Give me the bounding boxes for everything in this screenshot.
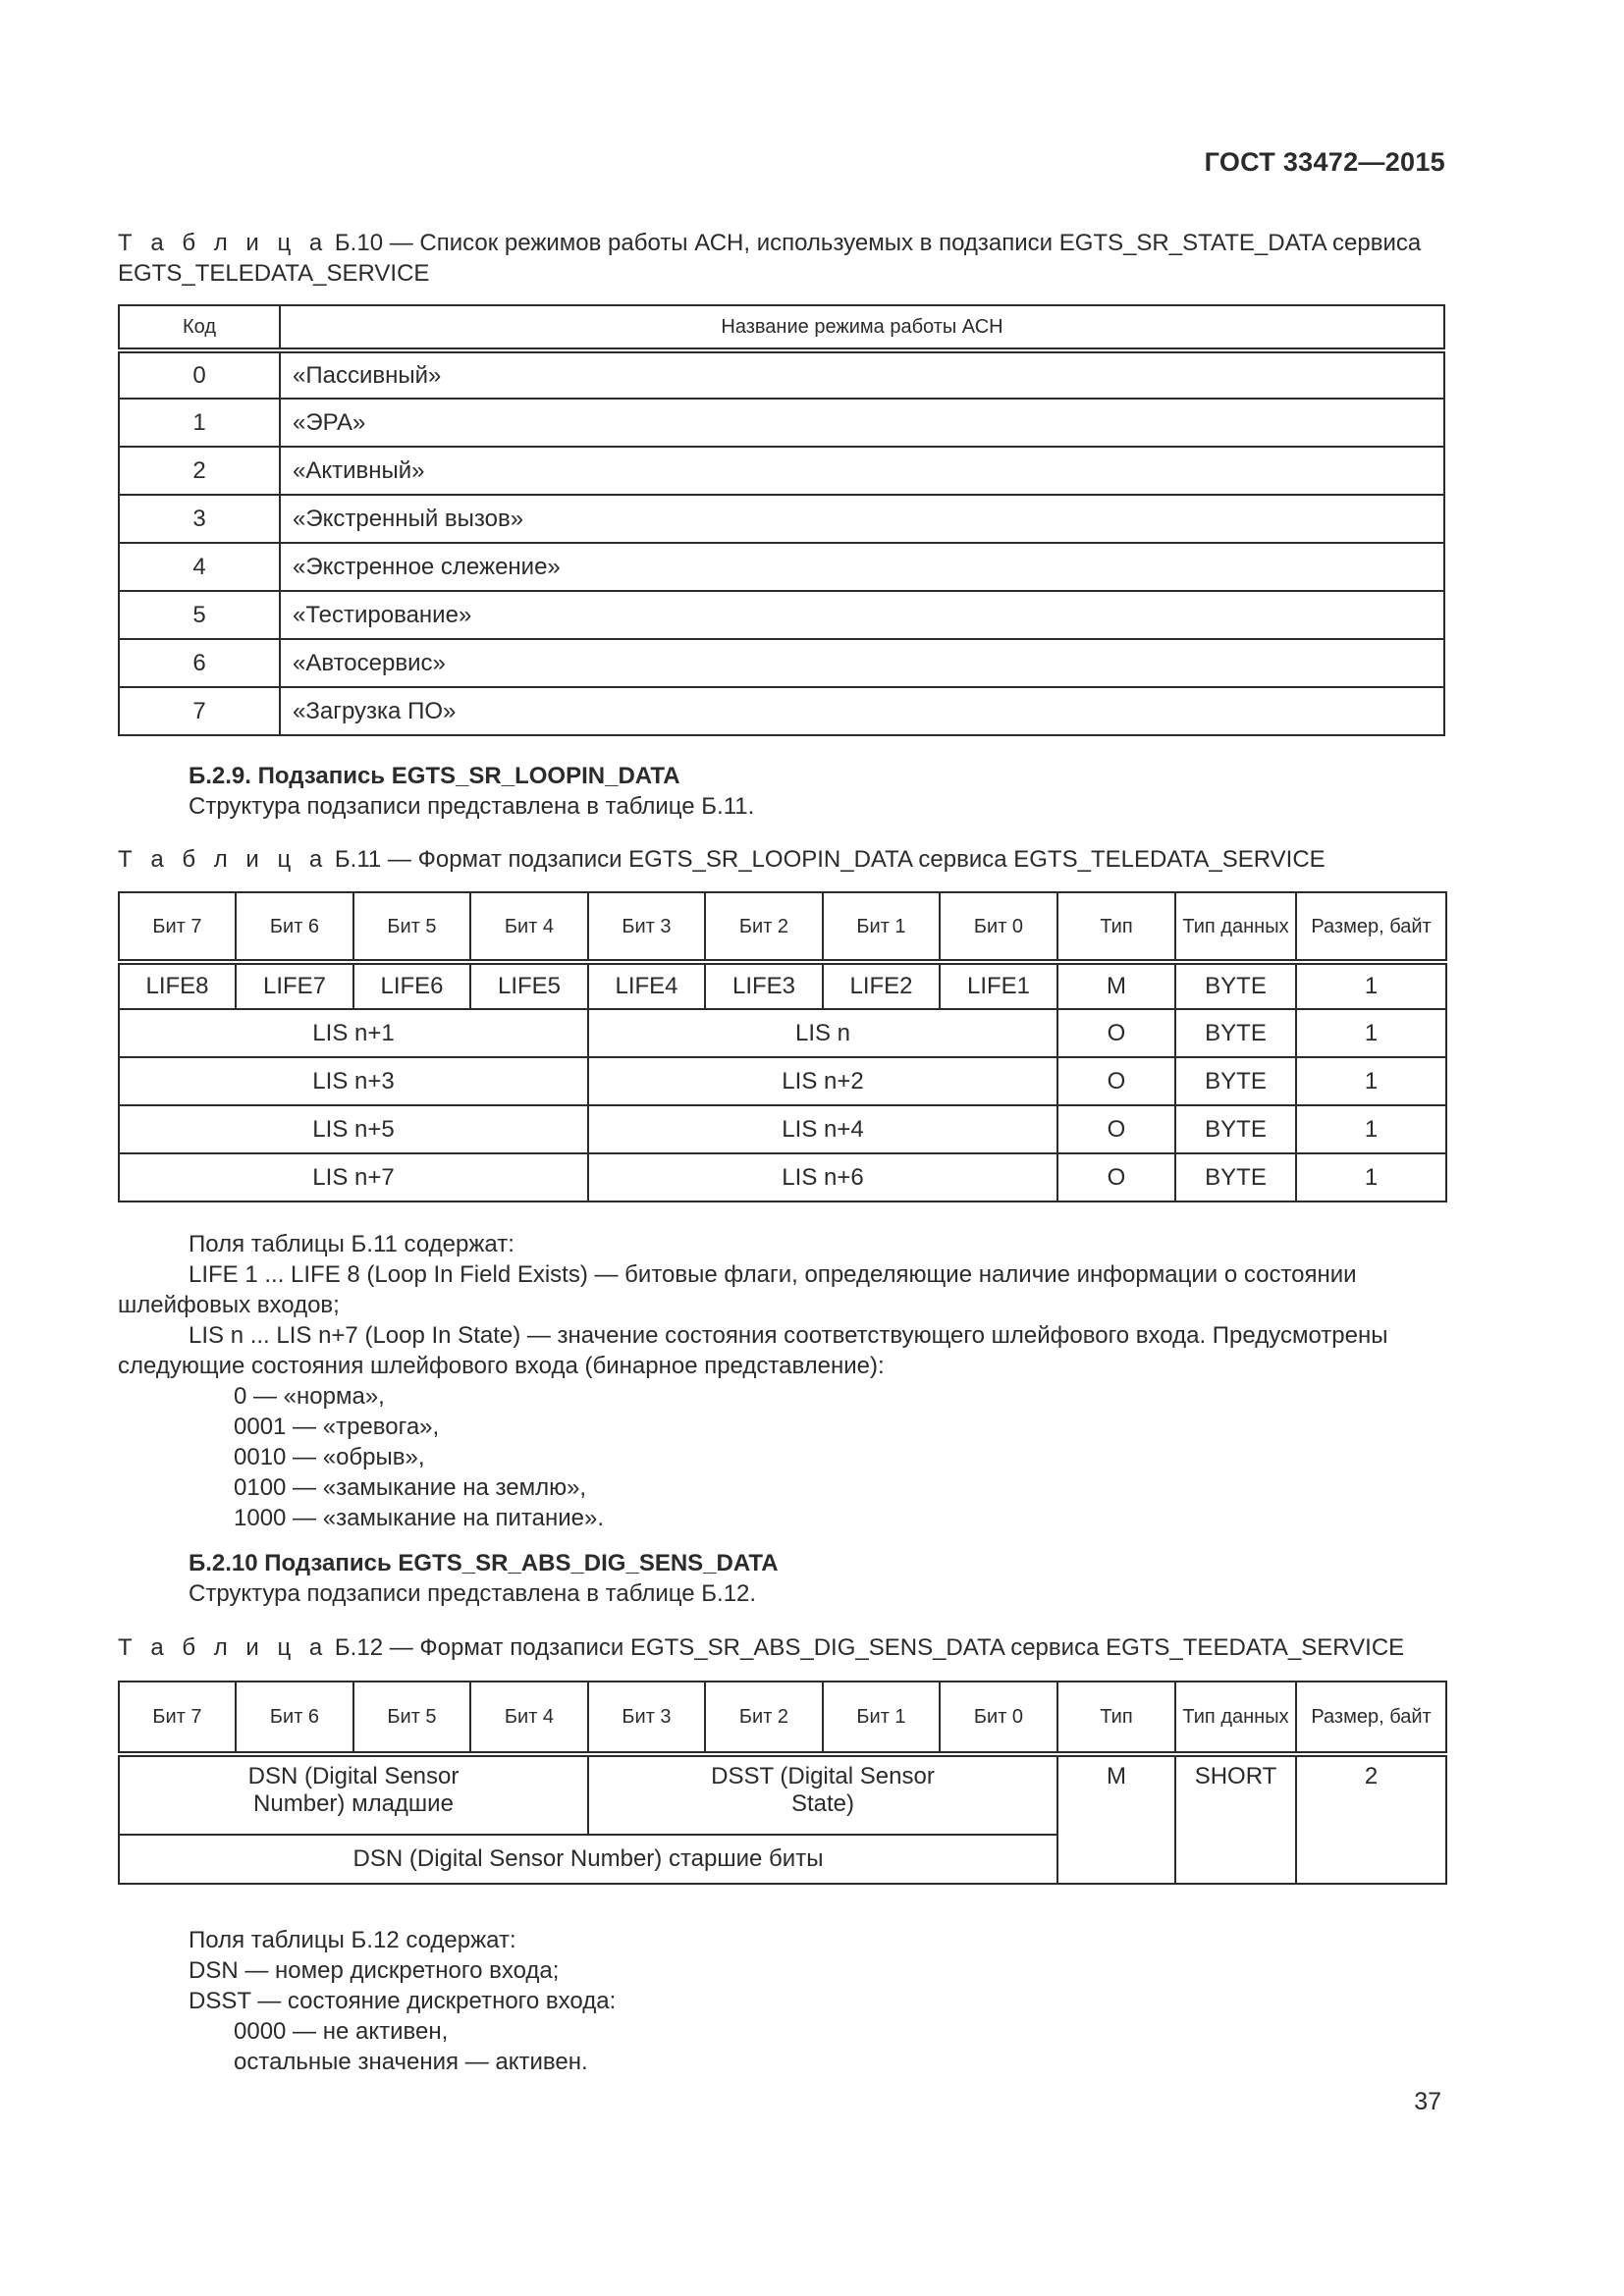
header-bit5: Бит 5: [353, 892, 470, 962]
cell: O: [1057, 1105, 1175, 1153]
cell: 1: [1296, 962, 1446, 1009]
header-size: Размер, байт: [1296, 1682, 1446, 1754]
cell: LIS n+3: [119, 1057, 588, 1105]
cell: LIFE2: [823, 962, 940, 1009]
table10-mode-name: «Экстренное слежение»: [280, 543, 1444, 591]
cell: LIFE7: [236, 962, 353, 1009]
table10-header-name: Название режима работы АСН: [280, 305, 1444, 350]
table10-code: 1: [119, 399, 280, 447]
table10-caption-prefix: Т а б л и ц а: [118, 230, 329, 256]
header-bit7: Бит 7: [119, 1682, 236, 1754]
header-bit4: Бит 4: [470, 892, 588, 962]
cell: O: [1057, 1009, 1175, 1057]
state-item: 0000 — не активен,: [234, 2018, 449, 2045]
table10-caption-text: Б.10 — Список режимов работы АСН, используемых в подзаписи EGTS_SR_STATE_DATA сервиса EGTS_TELEDATA_SERVICE: [118, 230, 1422, 287]
dsn-low-line2: Number) младшие: [253, 1790, 454, 1817]
cell: 1: [1296, 1057, 1446, 1105]
state-item: 1000 — «замыкание на питание».: [234, 1505, 604, 1531]
cell: LIFE6: [353, 962, 470, 1009]
table-row: [119, 447, 1444, 495]
header-bit0: Бит 0: [940, 892, 1057, 962]
table-row: [119, 1105, 1446, 1153]
header-bit1: Бит 1: [823, 892, 940, 962]
header-bit5: Бит 5: [353, 1682, 470, 1754]
cell: LIS n+6: [588, 1153, 1057, 1201]
cell: BYTE: [1175, 1105, 1296, 1153]
cell: 1: [1296, 1105, 1446, 1153]
cell: LIFE4: [588, 962, 705, 1009]
header-bit0: Бит 0: [940, 1682, 1057, 1754]
header-bit7: Бит 7: [119, 892, 236, 962]
section-heading: Б.2.9. Подзапись EGTS_SR_LOOPIN_DATA: [189, 763, 680, 789]
cell: LIS n+4: [588, 1105, 1057, 1153]
cell: O: [1057, 1057, 1175, 1105]
header-bit2: Бит 2: [705, 1682, 823, 1754]
header-bit6: Бит 6: [236, 1682, 353, 1754]
header-bit4: Бит 4: [470, 1682, 588, 1754]
table10-code: 0: [119, 350, 280, 399]
cell: LIS n: [588, 1009, 1057, 1057]
section-2-9: [118, 761, 1445, 822]
table-row: [119, 1057, 1446, 1105]
table-row: [119, 495, 1444, 543]
section-heading: Б.2.10 Подзапись EGTS_SR_ABS_DIG_SENS_DATA: [189, 1550, 779, 1576]
header-data-type: Тип данных: [1175, 892, 1296, 962]
standard-header: ГОСТ 33472—2015: [1204, 147, 1445, 177]
table10-code: 5: [119, 591, 280, 639]
cell: BYTE: [1175, 1009, 1296, 1057]
header-size: Размер, байт: [1296, 892, 1446, 962]
cell: 1: [1296, 1009, 1446, 1057]
dsn-low-line1: DSN (Digital Sensor: [247, 1763, 460, 1789]
table-row: [119, 399, 1444, 447]
table10-mode-name: «Загрузка ПО»: [280, 687, 1444, 735]
table-row: [119, 639, 1444, 687]
table12-caption: [118, 1632, 1445, 1663]
table-row: [119, 1009, 1446, 1057]
cell: M: [1057, 962, 1175, 1009]
life-description: LIFE 1 ... LIFE 8 (Loop In Field Exists) — битовые флаги, определяющие наличие информации о состоянии: [189, 1261, 1357, 1288]
data-type-cell: SHORT: [1175, 1754, 1296, 1884]
table11-fields: [118, 1229, 1445, 1533]
header-data-type: Тип данных: [1175, 1682, 1296, 1754]
table10-caption: [118, 228, 1445, 289]
table12-fields: [118, 1925, 1445, 2077]
dsst-line1: DSST (Digital Sensor: [711, 1763, 935, 1789]
cell: LIFE3: [705, 962, 823, 1009]
table10-code: 6: [119, 639, 280, 687]
table12-caption-text: Б.12 — Формат подзаписи EGTS_SR_ABS_DIG_SENS_DATA сервиса EGTS_TEEDATA_SERVICE: [328, 1634, 1405, 1661]
state-item: остальные значения — активен.: [234, 2049, 588, 2075]
cell: LIS n+1: [119, 1009, 588, 1057]
table-row: [119, 1754, 1446, 1835]
header-bit2: Бит 2: [705, 892, 823, 962]
table10-code: 2: [119, 447, 280, 495]
table11-caption: [118, 844, 1445, 875]
lis-description: LIS n ... LIS n+7 (Loop In State) — значение состояния соответствующего шлейфового входа. Предусмотрены: [189, 1322, 1388, 1349]
cell: BYTE: [1175, 962, 1296, 1009]
dsst-line2: State): [790, 1790, 855, 1817]
cell: LIS n+5: [119, 1105, 588, 1153]
dsn-description: DSN — номер дискретного входа;: [189, 1957, 560, 1984]
cell: LIFE5: [470, 962, 588, 1009]
fields-intro: Поля таблицы Б.12 содержат:: [189, 1927, 516, 1953]
header-bit1: Бит 1: [823, 1682, 940, 1754]
table10-mode-name: «ЭРА»: [280, 399, 1444, 447]
cell: BYTE: [1175, 1153, 1296, 1201]
lis-description-cont: следующие состояния шлейфового входа (бинарное представление):: [118, 1353, 885, 1379]
header-bit3: Бит 3: [588, 892, 705, 962]
page-number: 37: [1414, 2088, 1441, 2115]
size-cell: 2: [1296, 1754, 1446, 1884]
table10-code: 3: [119, 495, 280, 543]
section-intro: Структура подзаписи представлена в таблице Б.11.: [189, 793, 755, 820]
table10: [118, 304, 1445, 736]
table11-caption-text: Б.11 — Формат подзаписи EGTS_SR_LOOPIN_DATA сервиса EGTS_TELEDATA_SERVICE: [328, 846, 1326, 873]
cell: 1: [1296, 1153, 1446, 1201]
state-item: 0010 — «обрыв»,: [234, 1444, 425, 1470]
header-type: Тип: [1057, 1682, 1175, 1754]
cell: LIS n+2: [588, 1057, 1057, 1105]
table12: [118, 1681, 1447, 1885]
cell: LIFE1: [940, 962, 1057, 1009]
table10-mode-name: «Тестирование»: [280, 591, 1444, 639]
dsst-description: DSST — состояние дискретного входа:: [189, 1988, 617, 2014]
dsn-low-cell: [119, 1754, 588, 1835]
dsst-cell: [588, 1754, 1057, 1835]
state-item: 0001 — «тревога»,: [234, 1414, 440, 1440]
header-type: Тип: [1057, 892, 1175, 962]
table-row: [119, 543, 1444, 591]
table11: [118, 891, 1447, 1202]
table-row: [119, 591, 1444, 639]
table-row: [119, 687, 1444, 735]
cell: O: [1057, 1153, 1175, 1201]
header-bit3: Бит 3: [588, 1682, 705, 1754]
table10-mode-name: «Пассивный»: [280, 350, 1444, 399]
dsn-high-cell: DSN (Digital Sensor Number) старшие биты: [119, 1835, 1057, 1884]
table10-code: 4: [119, 543, 280, 591]
section-intro: Структура подзаписи представлена в таблице Б.12.: [189, 1580, 757, 1607]
cell: LIFE8: [119, 962, 236, 1009]
table-row: [119, 962, 1446, 1009]
state-item: 0100 — «замыкание на землю»,: [234, 1474, 587, 1501]
fields-intro: Поля таблицы Б.11 содержат:: [189, 1231, 514, 1257]
table11-caption-prefix: Т а б л и ц а: [118, 846, 329, 873]
state-item: 0 — «норма»,: [234, 1383, 385, 1410]
type-cell: M: [1057, 1754, 1175, 1884]
table10-code: 7: [119, 687, 280, 735]
table10-header-code: Код: [119, 305, 280, 350]
table10-mode-name: «Экстренный вызов»: [280, 495, 1444, 543]
table10-mode-name: «Активный»: [280, 447, 1444, 495]
cell: BYTE: [1175, 1057, 1296, 1105]
header-bit6: Бит 6: [236, 892, 353, 962]
table-row: [119, 350, 1444, 399]
section-2-10: [118, 1548, 1445, 1609]
life-description-cont: шлейфовых входов;: [118, 1292, 340, 1318]
table10-mode-name: «Автосервис»: [280, 639, 1444, 687]
table12-caption-prefix: Т а б л и ц а: [118, 1634, 329, 1661]
table-row: [119, 1153, 1446, 1201]
cell: LIS n+7: [119, 1153, 588, 1201]
